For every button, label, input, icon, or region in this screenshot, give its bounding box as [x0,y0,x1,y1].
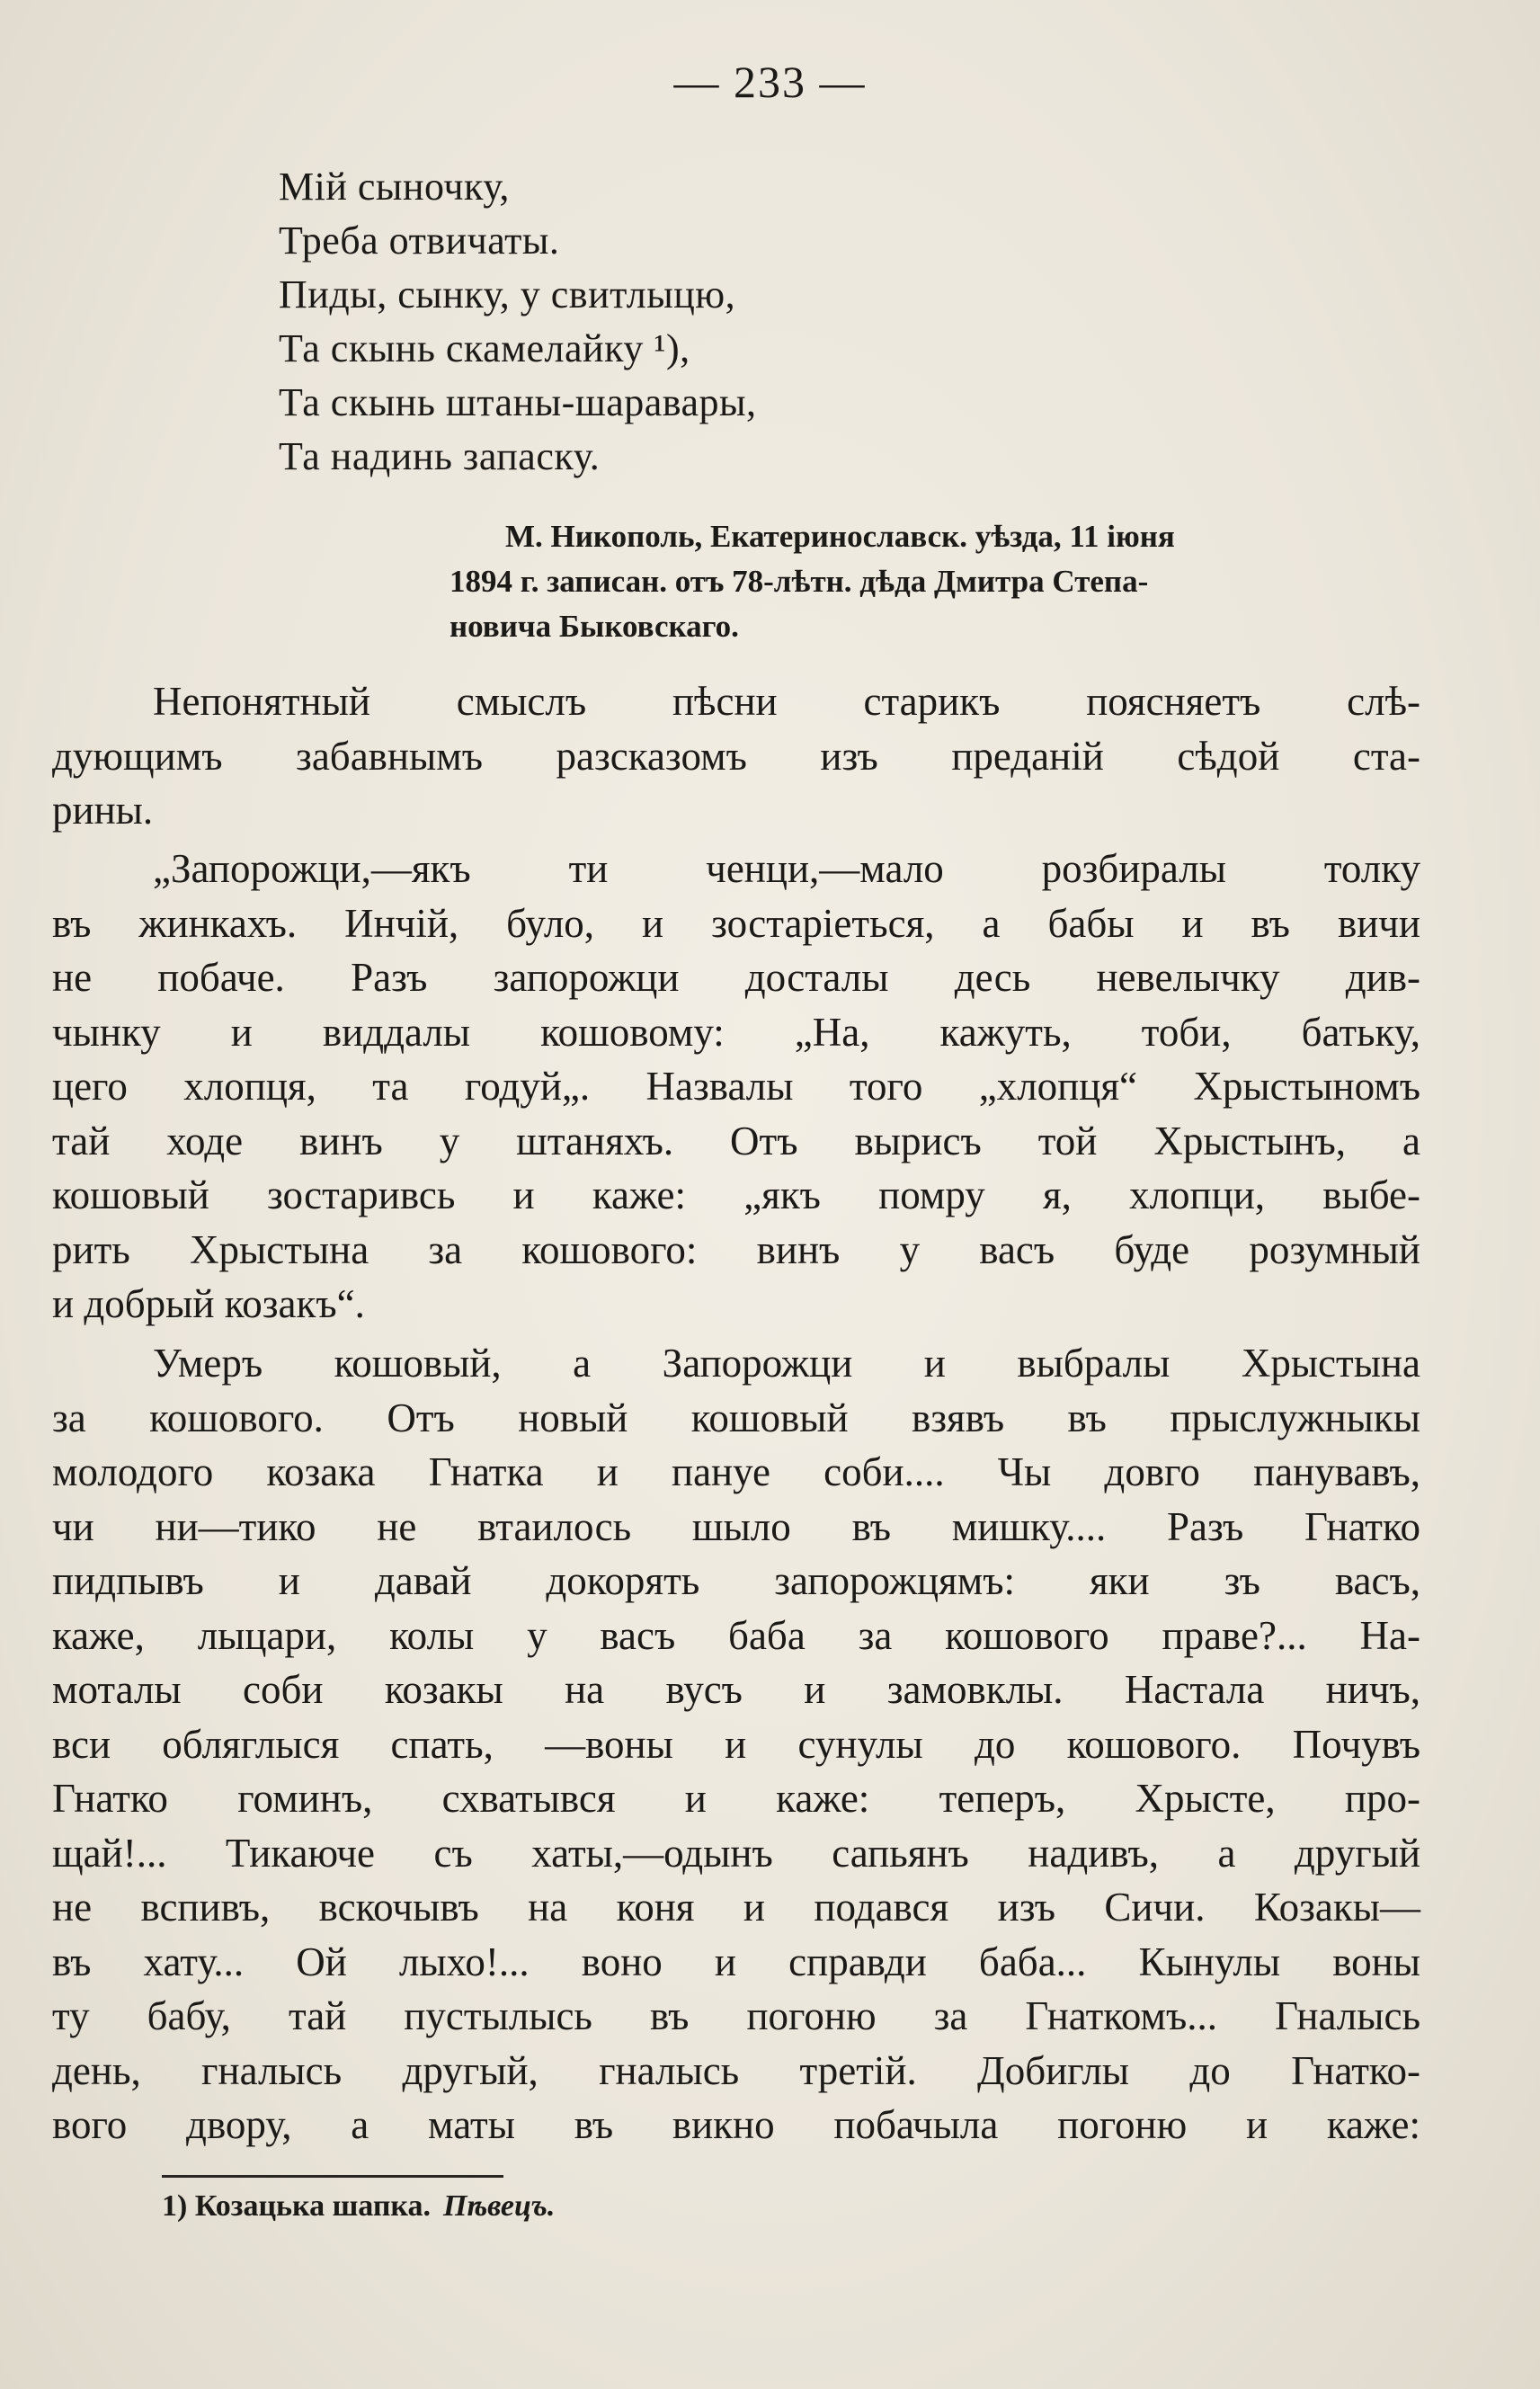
text-line: чи ни—тико не втаилось шыло въ мишку.... Разъ Гнатко [52,1503,1420,1549]
text-line: Умеръ кошовый, а Запорожци и выбралы Хрыстына [153,1341,1420,1386]
verse-line: Треба отвичаты. [279,218,560,263]
text-line: въ хату... Ой лыхо!... воно и справди баба... Кынулы воны [52,1939,1420,1984]
song-attribution [450,514,1420,649]
text-line: цего хлопця, та годуй„. Назвалы того „хлопця“ Хрыстыномъ [52,1064,1420,1109]
verse-line: Та скынь скамелайку ¹), [279,326,690,370]
verse-line: Та скынь штаны-шаравары, [279,380,757,424]
text-line: въ жинкахъ. Инчій, було, и зостаріеться, а бабы и въ вичи [52,900,1420,946]
text-line: и добрый козакъ“. [52,1281,365,1326]
footnote-author: Пѣвецъ. [443,2189,556,2223]
attribution-line: 1894 г. записан. отъ 78-лѣтн. дѣда Дмитра Степа- [450,564,1149,599]
text-line: Гнатко гоминъ, схватывся и каже: теперъ, Хрысте, про- [52,1776,1420,1821]
text-line: Непонятный смыслъ пѣсни старикъ поясняетъ слѣ- [153,679,1420,724]
text-line: рить Хрыстына за кошового: винъ у васъ буде розумный [52,1226,1420,1272]
paragraph-story-continued [52,1336,1420,2153]
text-line: чынку и виддалы кошовому: „На, кажуть, тоби, батьку, [52,1009,1420,1055]
text-line: не вспивъ, вскочывъ на коня и подався изъ Сичи. Козакы— [52,1885,1420,1930]
text-line: вого двору, а маты въ викно побачыла погоню и каже: [52,2102,1420,2147]
attribution-line: М. Никополь, Екатеринославск. уѣзда, 11 іюня [505,519,1175,554]
text-line: „Запорожци,—якъ ти ченци,—мало розбиралы толку [153,846,1420,891]
text-line: моталы соби козакы на вусъ и замовклы. Настала ничъ, [52,1667,1420,1712]
text-line: вси обляглыся спать, —воны и сунулы до кошового. Почувъ [52,1721,1420,1767]
song-verse [279,160,757,484]
text-line: каже, лыцари, колы у васъ баба за кошового праве?... На- [52,1612,1420,1658]
text-line: рины. [52,788,154,833]
attribution-line: новича Быковскаго. [450,609,739,644]
text-line: молодого козака Гнатка и пануе соби.... Чы довго панувавъ, [52,1449,1420,1494]
footnote-text: 1) Козацька шапка. [162,2189,432,2223]
page-number: — 233 — [673,57,867,107]
text-line: не побаче. Разъ запорожци досталы десь невелычку див- [52,955,1420,1000]
footnote [162,2187,555,2226]
verse-line: Та надинь запаску. [279,434,601,478]
verse-line: Пиды, сынку, у свитлыцю, [279,272,736,316]
text-line: за кошового. Отъ новый кошовый взявъ въ прыслужныкы [52,1395,1420,1440]
text-line: кошовый зостаривсь и каже: „якъ помру я, хлопци, выбе- [52,1172,1420,1217]
verse-line: Мій сыночку, [279,165,510,209]
footnote-divider [162,2175,503,2178]
paragraph-explanation [52,674,1420,838]
text-line: ту бабу, тай пустылысь въ погоню за Гнаткомъ... Гналысь [52,1993,1420,2038]
text-line: тай ходе винъ у штаняхъ. Отъ вырисъ той Хрыстынъ, а [52,1118,1420,1163]
paragraph-story-start [52,842,1420,1332]
text-line: щай!... Тикаюче съ хаты,—одынъ сапьянъ надивъ, а другый [52,1830,1420,1876]
text-line: пидпывъ и давай докорять запорожцямъ: яки зъ васъ, [52,1558,1420,1603]
text-line: день, гналысь другый, гналысь третій. Добиглы до Гнатко- [52,2047,1420,2093]
text-line: дующимъ забавнымъ разсказомъ изъ преданій сѣдой ста- [52,733,1420,779]
